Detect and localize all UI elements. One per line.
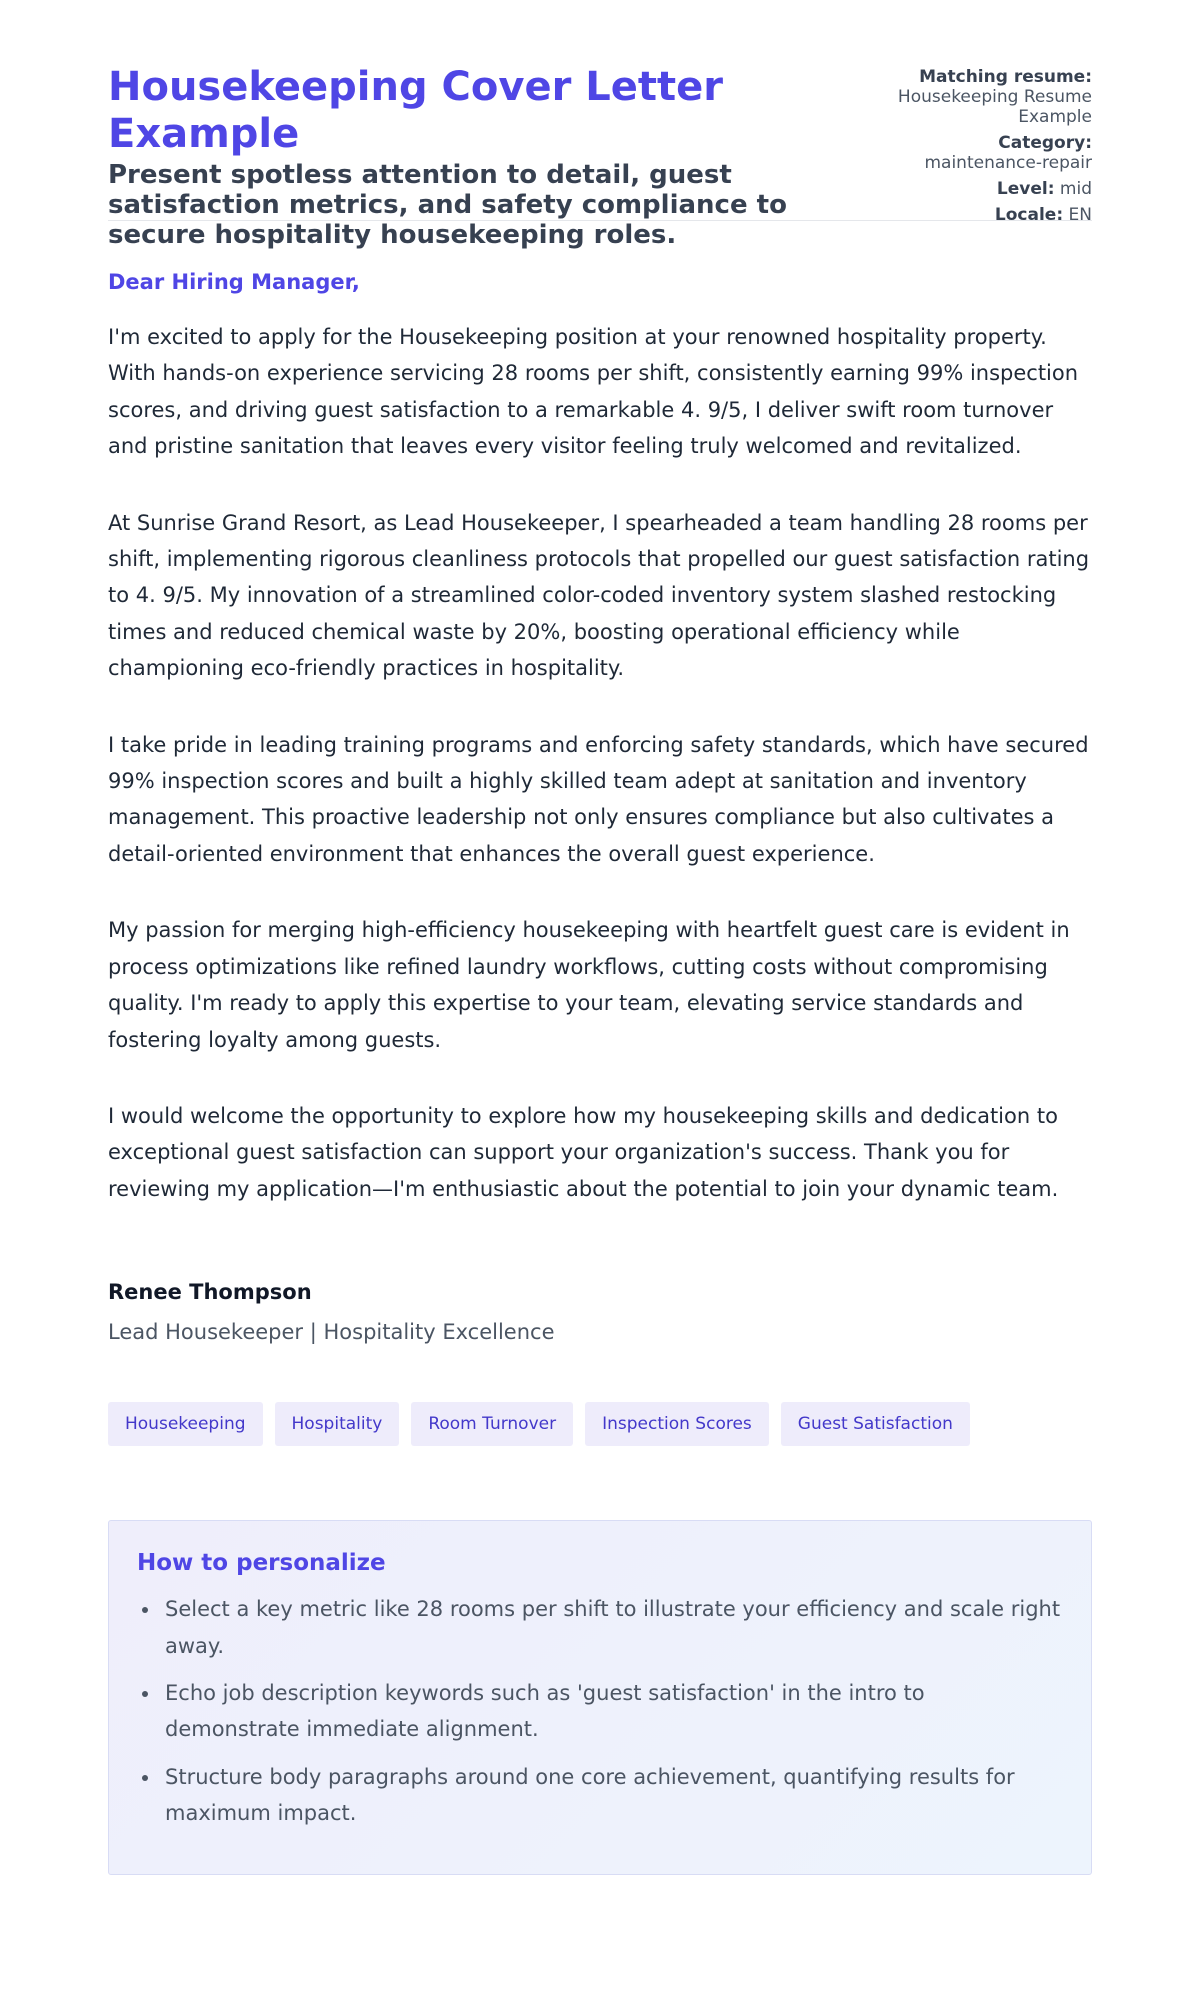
letter-paragraph: At Sunrise Grand Resort, as Lead Housekeeper, I spearheaded a team handling 28 rooms per shift, implementing rigorous cleanliness protocols that propelled our guest satisfaction rating to 4. 9/5. My innovation of a streamlined color-coded inventory system slashed restocking times and reduced chemical waste by 20%, boosting operational efficiency while championing eco-friendly practices in hospitality.: [108, 510, 1090, 681]
personalize-panel: [108, 1520, 1092, 1875]
meta-level-value: mid: [1059, 179, 1092, 199]
tag-hospitality[interactable]: Hospitality: [275, 1402, 400, 1446]
meta-level-label: Level:: [996, 179, 1055, 199]
tag-list: [108, 1402, 1092, 1446]
letter-body: [108, 319, 1092, 1207]
meta-category-value: maintenance-repair: [924, 153, 1092, 173]
meta-locale-label: Locale:: [994, 205, 1064, 225]
signature-name: Renee Thompson: [108, 1280, 312, 1305]
meta-locale-value: EN: [1068, 205, 1092, 225]
letter-paragraph: I'm excited to apply for the Housekeeping position at your renowned hospitality property. With hands-on experience servicing 28 rooms per shift, consistently earning 99% inspection scores, and driving guest satisfaction to a remarkable 4. 9/5, I deliver swift room turnover and pristine sanitation that leaves every visitor feeling truly welcomed and revitalized.: [108, 325, 1079, 459]
signature-title: Lead Housekeeper | Hospitality Excellence: [108, 1320, 555, 1345]
meta-locale: [852, 205, 1092, 225]
personalize-tip-list: [137, 1591, 1063, 1831]
signature-block: [108, 1279, 1092, 1345]
meta-matching-resume-label: Matching resume:: [919, 67, 1092, 87]
tag-guest-satisfaction[interactable]: Guest Satisfaction: [781, 1402, 970, 1446]
tag-housekeeping[interactable]: Housekeeping: [108, 1402, 263, 1446]
letter-paragraph: I would welcome the opportunity to explore how my housekeeping skills and dedication to exceptional guest satisfaction can support your organization's success. Thank you for reviewing my application—I'm enthusiastic about the potential to join your dynamic team.: [108, 1103, 1059, 1201]
page-header: [108, 0, 1092, 250]
letter-paragraph: My passion for merging high-efficiency housekeeping with heartfelt guest care is evident in process optimizations like refined laundry workflows, cutting costs without compromising quality. I'm ready to apply this expertise to your team, elevating service standards and fostering loyalty among guests.: [108, 918, 1070, 1052]
page-title: Housekeeping Cover Letter Example: [108, 64, 723, 157]
meta-category-label: Category:: [998, 133, 1092, 153]
tag-room-turnover[interactable]: Room Turnover: [411, 1402, 573, 1446]
page-subtitle: Present spotless attention to detail, guest satisfaction metrics, and safety compliance to secure hospitality housekeeping roles.: [108, 160, 787, 250]
letter-paragraph: I take pride in leading training programs and enforcing safety standards, which have secured 99% inspection scores and built a highly skilled team adept at sanitation and inventory management. This proactive leadership not only ensures compliance but also cultivates a detail-oriented environment that enhances the overall guest experience.: [108, 732, 1089, 866]
meta-panel: [852, 67, 1092, 231]
personalize-tip: • Structure body paragraphs around one core achievement, quantifying results for maximum impact.: [161, 1759, 1063, 1832]
meta-matching-resume-link[interactable]: Housekeeping Resume Example: [897, 87, 1092, 127]
meta-matching-resume: [852, 67, 1092, 127]
tag-inspection-scores[interactable]: Inspection Scores: [585, 1402, 769, 1446]
letter-greeting: Dear Hiring Manager,: [108, 270, 360, 294]
personalize-tip: • Echo job description keywords such as 'guest satisfaction' in the intro to demonstrate immediate alignment.: [161, 1675, 1063, 1748]
meta-category: [852, 133, 1092, 173]
personalize-tip: • Select a key metric like 28 rooms per shift to illustrate your efficiency and scale right away.: [161, 1591, 1063, 1664]
personalize-heading: How to personalize: [137, 1550, 386, 1577]
meta-level: [852, 179, 1092, 199]
